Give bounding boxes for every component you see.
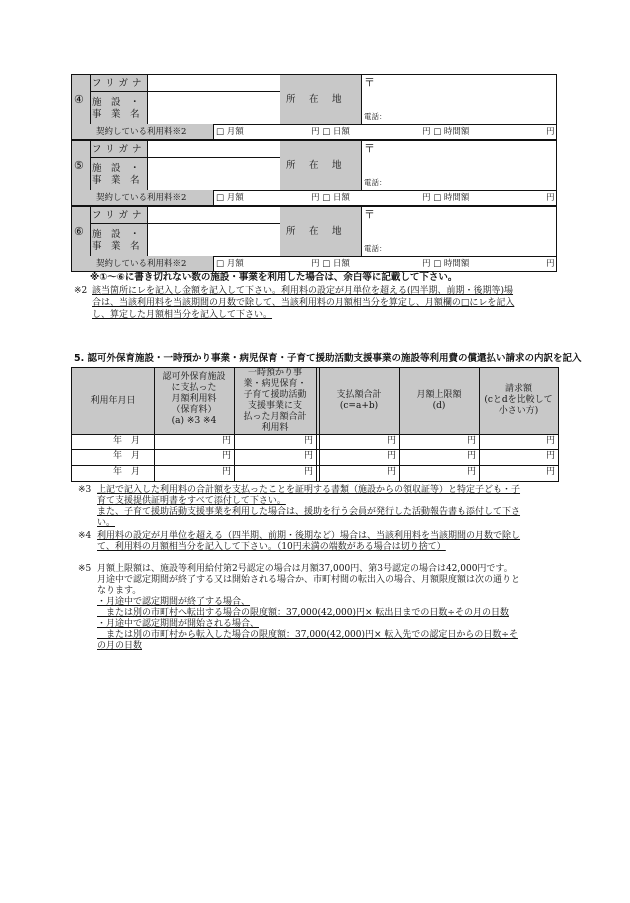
- hourly-checkbox[interactable]: 円 □ 時間額: [422, 127, 470, 137]
- row-date-cell[interactable]: 年 月: [112, 436, 140, 446]
- facility-block: [71, 140, 557, 206]
- monthly-checkbox[interactable]: □ 月額: [216, 127, 244, 137]
- header-col3: 一時預かり事 業・病児保育・ 子育て援助活動 支援事業に支 払った月額合計 利用料: [243, 368, 307, 433]
- note2-line: し、算定した月額相当分を記入して下さい。: [92, 310, 273, 320]
- furigana-label: フリガナ: [92, 144, 146, 155]
- address-label: 所 在 地: [286, 226, 344, 237]
- furigana-label: フリガナ: [92, 210, 146, 221]
- furigana-label: フリガナ: [92, 78, 146, 89]
- overflow-note: ※①～⑥に書き切れない数の施設・事業を利用した場合は、余白等に記載して下さい。: [90, 272, 458, 283]
- hourly-checkbox[interactable]: 円 □ 時間額: [422, 193, 470, 203]
- expense-table: [71, 367, 559, 482]
- block-number: ④: [74, 93, 84, 106]
- note3-text: 上記で記入した利用料の合計額を支払ったことを証明する書類（施設からの領収証等）と特定子ども・子 育て支援提供証明書をすべて添付して下さい。 また、子育て援助活動支援事業を利用した場合は、援助を行う会員が発行した活動報告書も添付して下さ い。: [97, 485, 521, 528]
- address-label: 所 在 地: [286, 160, 344, 171]
- row-amount-cell[interactable]: 円: [545, 467, 555, 477]
- note4-text: 利用料の設定が月単位を超える（四半期、前期・後期など）場合は、当該利用料を当該期間の月数で除し て、利用料の月額相当分を記入して下さい。（10円未満の端数がある場合は切り捨て）: [97, 531, 521, 552]
- note4-mark: ※4: [78, 531, 92, 541]
- name-label-2: 事 業 名: [92, 109, 140, 120]
- note2-mark: ※2: [74, 286, 88, 296]
- furigana-input[interactable]: [148, 142, 279, 156]
- postal-mark: 〒: [364, 142, 375, 155]
- row-amount-cell[interactable]: 円: [466, 467, 476, 477]
- hourly-checkbox[interactable]: 円 □ 時間額: [422, 259, 470, 269]
- row-amount-cell[interactable]: 円: [386, 436, 396, 446]
- header-date: 利用年月日: [90, 396, 136, 406]
- header-col5: 月額上限額 (d): [416, 390, 462, 411]
- section5-title: 5. 認可外保育施設・一時預かり事業・病児保育・子育て援助活動支援事業の施設等利用費の償還払い請求の内訳を記入: [74, 353, 582, 364]
- postal-mark: 〒: [364, 208, 375, 221]
- phone-label: 電話：: [364, 244, 387, 253]
- phone-label: 電話：: [364, 178, 387, 187]
- yen-end: 円: [546, 127, 555, 137]
- furigana-input[interactable]: [148, 208, 279, 222]
- row-amount-cell[interactable]: 円: [386, 451, 396, 461]
- note5-mark: ※5: [78, 564, 92, 574]
- phone-label: 電話：: [364, 112, 387, 121]
- postal-mark: 〒: [364, 76, 375, 89]
- header-col6: 請求額 (cとdを比較して 小さい方): [484, 384, 553, 416]
- yen-end: 円: [546, 259, 555, 269]
- note3-mark: ※3: [78, 485, 92, 495]
- row-amount-cell[interactable]: 円: [221, 451, 231, 461]
- address-input[interactable]: [362, 208, 555, 240]
- facility-name-input[interactable]: [148, 158, 279, 189]
- row-date-cell[interactable]: 年 月: [112, 467, 140, 477]
- name-label-1: 施 設 ・: [92, 229, 140, 240]
- facility-block: [71, 74, 557, 140]
- name-label-2: 事 業 名: [92, 175, 140, 186]
- monthly-checkbox[interactable]: □ 月額: [216, 193, 244, 203]
- row-amount-cell[interactable]: 円: [386, 467, 396, 477]
- header-col4: 支払額合計 (c=a+b): [336, 390, 382, 411]
- daily-checkbox[interactable]: 円 □ 日額: [311, 193, 350, 203]
- row-amount-cell[interactable]: 円: [303, 436, 313, 446]
- row-date-cell[interactable]: 年 月: [112, 451, 140, 461]
- row-amount-cell[interactable]: 円: [303, 451, 313, 461]
- address-input[interactable]: [362, 76, 555, 108]
- note2-line: 合は、当該利用料を当該期間の月数で除して、当該利用料の月額相当分を算定し、月額欄の□にレを記入: [92, 298, 515, 308]
- address-label: 所 在 地: [286, 94, 344, 105]
- row-amount-cell[interactable]: 円: [466, 436, 476, 446]
- fee-label: 契約している利用料※2: [96, 259, 187, 269]
- daily-checkbox[interactable]: 円 □ 日額: [311, 127, 350, 137]
- yen-end: 円: [546, 193, 555, 203]
- daily-checkbox[interactable]: 円 □ 日額: [311, 259, 350, 269]
- header-col2: 認可外保育施設 に支払った 月額利用料 （保育料） (a) ※3 ※4: [162, 372, 226, 426]
- facility-block: [71, 206, 557, 272]
- name-label-2: 事 業 名: [92, 241, 140, 252]
- name-label-1: 施 設 ・: [92, 97, 140, 108]
- facility-name-input[interactable]: [148, 224, 279, 255]
- block-number: ⑥: [74, 225, 84, 238]
- facility-name-input[interactable]: [148, 92, 279, 123]
- row-amount-cell[interactable]: 円: [303, 467, 313, 477]
- address-input[interactable]: [362, 142, 555, 174]
- fee-label: 契約している利用料※2: [96, 193, 187, 203]
- block-number: ⑤: [74, 159, 84, 172]
- row-amount-cell[interactable]: 円: [545, 451, 555, 461]
- row-amount-cell[interactable]: 円: [221, 436, 231, 446]
- row-amount-cell[interactable]: 円: [221, 467, 231, 477]
- furigana-input[interactable]: [148, 76, 279, 90]
- monthly-checkbox[interactable]: □ 月額: [216, 259, 244, 269]
- row-amount-cell[interactable]: 円: [545, 436, 555, 446]
- name-label-1: 施 設 ・: [92, 163, 140, 174]
- note5-text: 月額上限額は、施設等利用給付第2号認定の場合は月額37,000円、第3号認定の場合は42,000円です。 月途中で認定期間が終了する又は開始される場合か、市町村間の転出入の場合、月額限度額は次の通りと なります。 ・月途中で認定期間が終了する場合、 または別の市町村へ転出する場合の限度額：37,000(42,000)円× 転出日までの日数÷その月の日数 ・月途中で認定期間が開始される場合、 または別の市町村から転入した場合の限度額：37,000(42,000)円× 転入先での認定日からの日数÷そ の月の日数: [97, 564, 521, 651]
- note2-text: [92, 286, 514, 321]
- fee-label: 契約している利用料※2: [96, 127, 187, 137]
- note2-line: 該当箇所にレを記入し金額を記入して下さい。利用料の設定が月単位を超える(四半期、前期・後期等)場: [92, 286, 514, 296]
- row-amount-cell[interactable]: 円: [466, 451, 476, 461]
